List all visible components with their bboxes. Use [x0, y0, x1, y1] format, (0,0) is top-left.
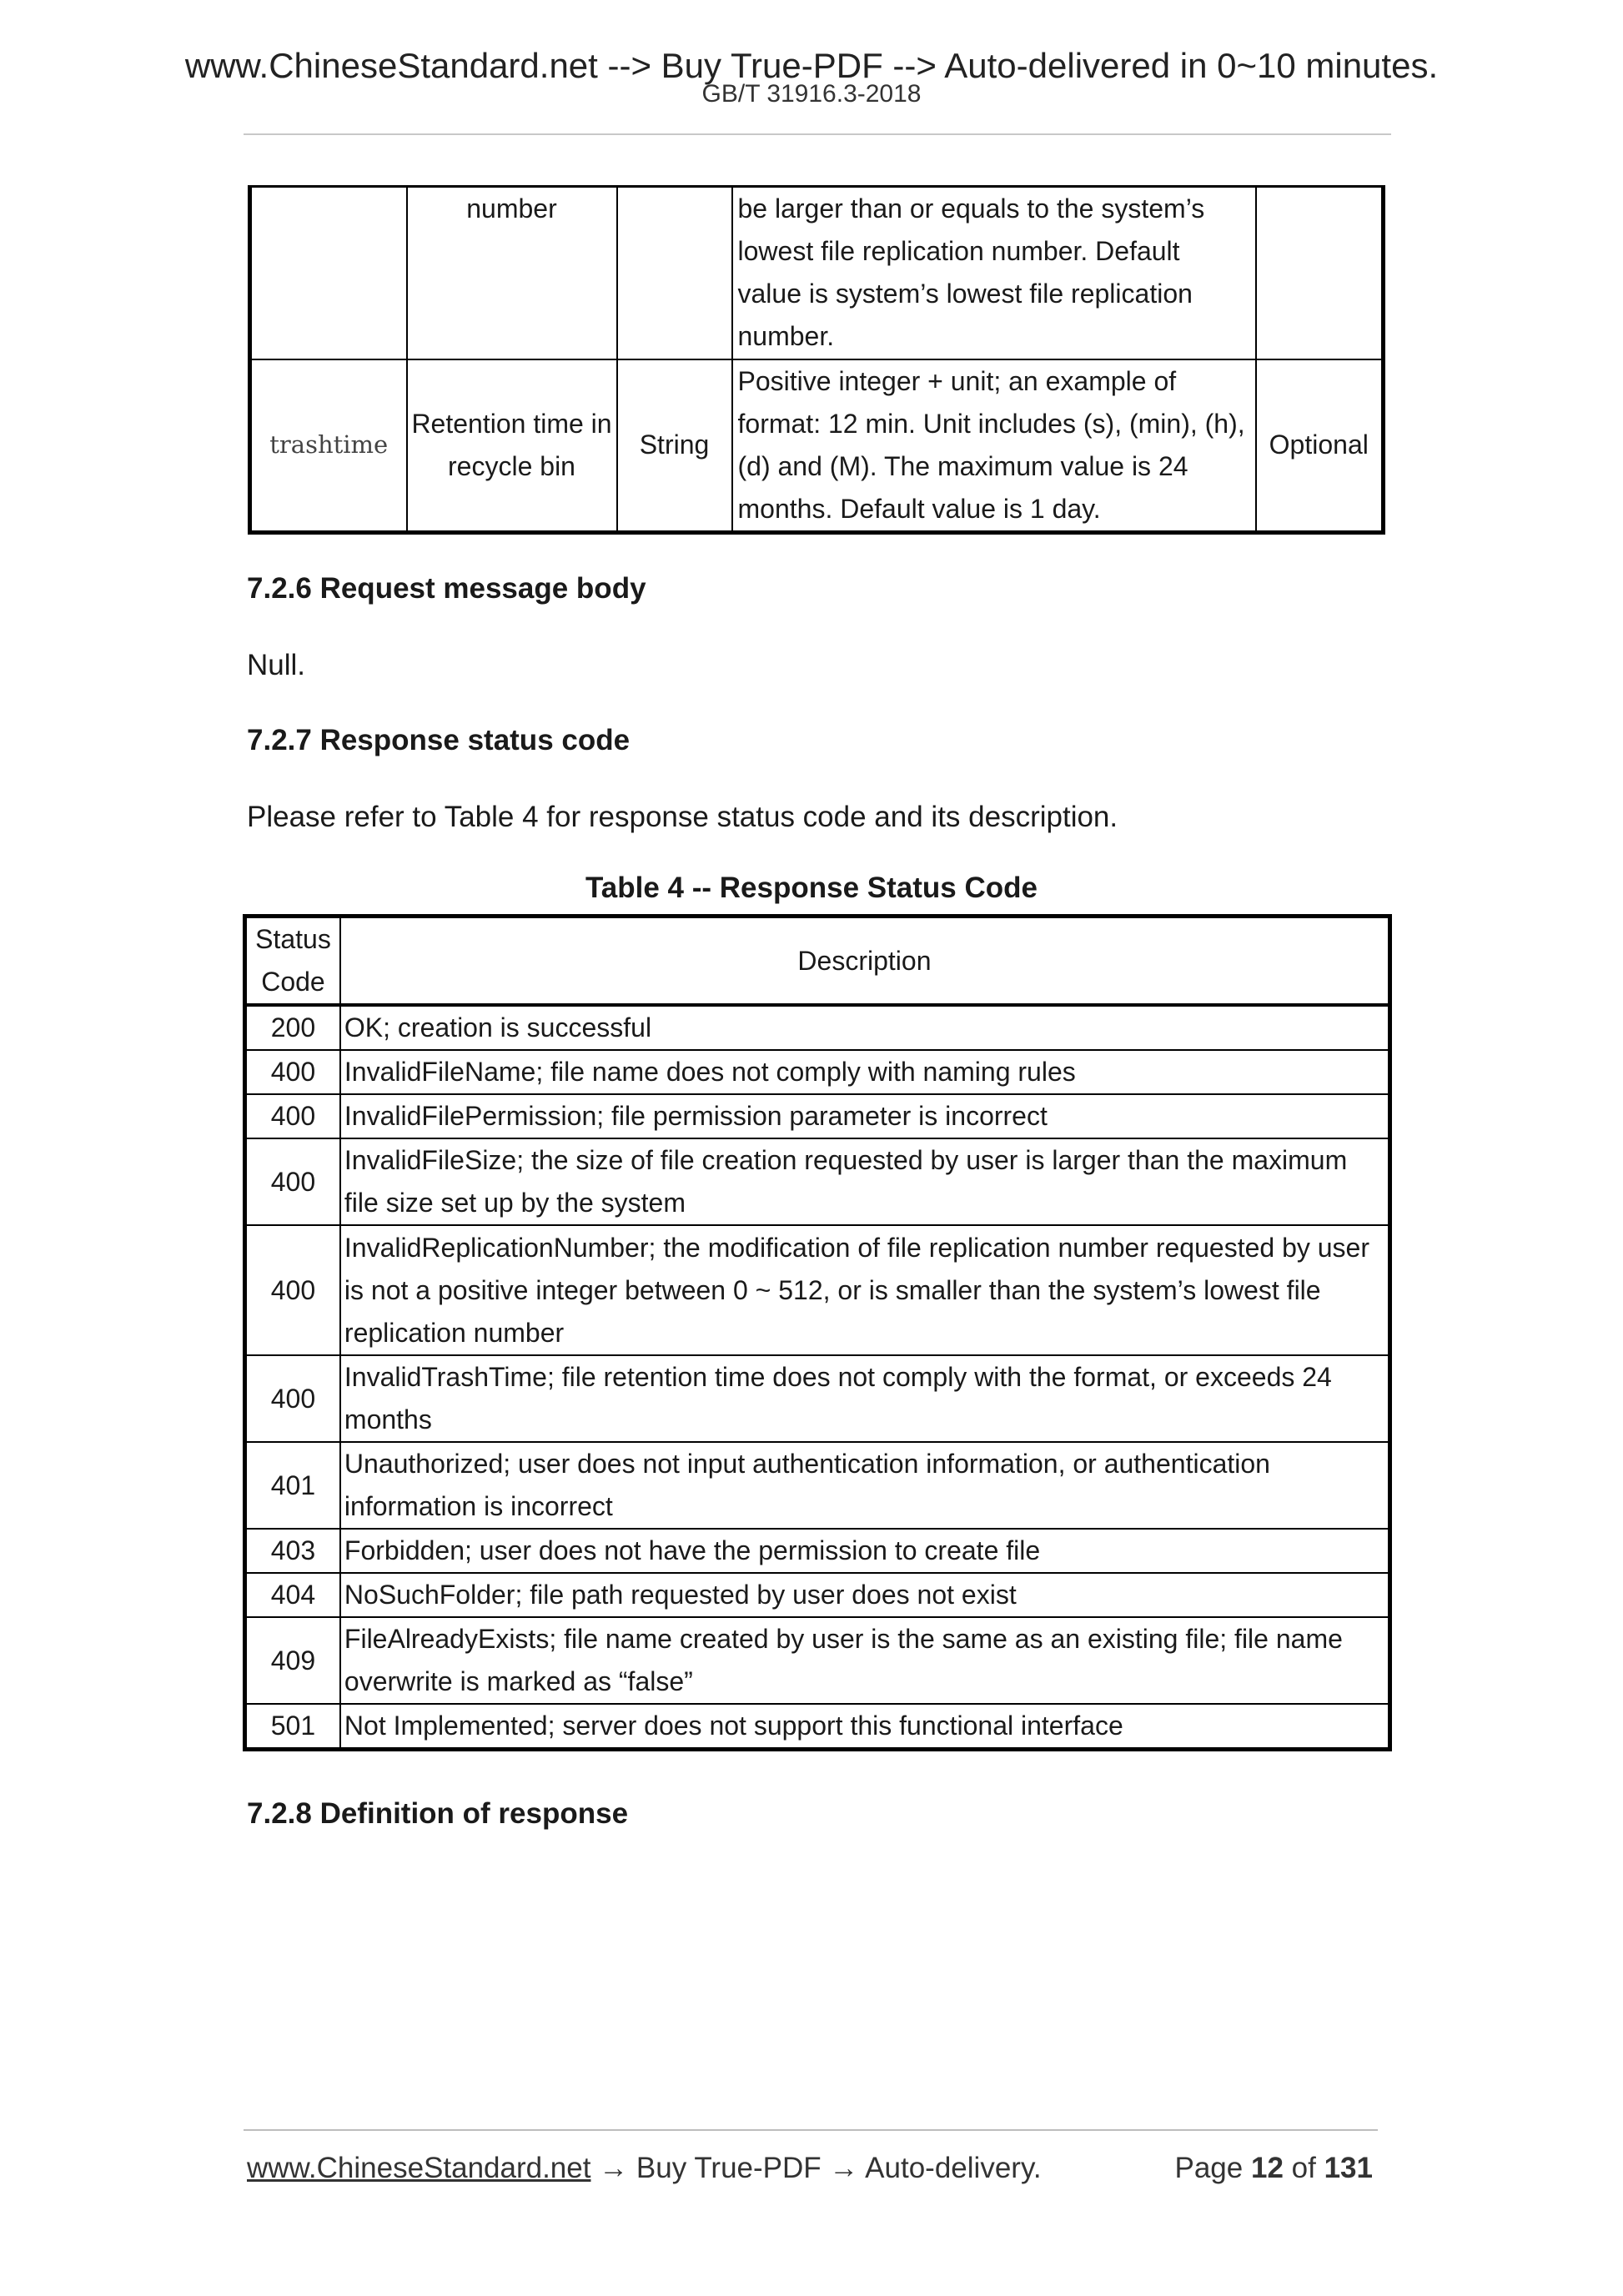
column-header-description: Description — [340, 917, 1390, 1006]
status-description: InvalidFileSize; the size of file creation requested by user is larger than the maximum file size set up by the system — [340, 1138, 1390, 1225]
param-type-cell: String — [617, 359, 732, 533]
parameter-table — [248, 185, 1385, 535]
status-description: Not Implemented; server does not support this functional interface — [340, 1704, 1390, 1750]
status-code: 501 — [245, 1704, 340, 1750]
status-code: 400 — [245, 1050, 340, 1094]
status-code: 400 — [245, 1355, 340, 1442]
page-indicator — [1175, 2152, 1374, 2185]
status-description: Unauthorized; user does not input authentication information, or authentication information is incorrect — [340, 1442, 1390, 1529]
table-row — [245, 1529, 1390, 1573]
footer-delivery-text: → Auto-delivery. — [829, 2152, 1042, 2184]
table-row — [245, 1704, 1390, 1750]
param-requirement-cell — [1256, 187, 1384, 359]
paragraph: Null. — [247, 649, 306, 681]
table-row — [245, 1442, 1390, 1529]
table-caption: Table 4 -- Response Status Code — [585, 872, 1038, 904]
footer-promo — [247, 2152, 1042, 2185]
status-description: OK; creation is successful — [340, 1005, 1390, 1050]
param-type-cell — [617, 187, 732, 359]
footer-buy-text: → Buy True-PDF — [599, 2152, 822, 2184]
status-code: 400 — [245, 1225, 340, 1355]
table-row — [245, 1050, 1390, 1094]
status-description: Forbidden; user does not have the permission to create file — [340, 1529, 1390, 1573]
status-code: 400 — [245, 1094, 340, 1138]
header-divider — [244, 133, 1391, 135]
status-code: 404 — [245, 1573, 340, 1617]
standard-number: GB/T 31916.3-2018 — [701, 80, 922, 108]
section-heading: 7.2.7 Response status code — [247, 724, 631, 756]
table-row — [250, 187, 1384, 359]
param-name-cell: number — [407, 187, 617, 359]
table-row — [245, 1573, 1390, 1617]
table-row — [245, 1355, 1390, 1442]
status-description: FileAlreadyExists; file name created by user is the same as an existing file; file name overwrite is marked as “false” — [340, 1617, 1390, 1704]
status-code: 401 — [245, 1442, 340, 1529]
section-heading: 7.2.8 Definition of response — [247, 1797, 629, 1830]
table-row — [245, 1225, 1390, 1355]
table-row — [245, 1617, 1390, 1704]
param-code-cell — [250, 187, 407, 359]
footer-site-link[interactable]: www.ChineseStandard.net — [247, 2152, 591, 2184]
param-description-cell: be larger than or equals to the system’s lowest file replication number. Default value is system’s lowest file replication number. — [732, 187, 1256, 359]
param-description-cell: Positive integer + unit; an example of format: 12 min. Unit includes (s), (min), (h), (d) and (M). The maximum value is 24 months. Default value is 1 day. — [732, 359, 1256, 533]
status-description: InvalidReplicationNumber; the modification of file replication number requested by user is not a positive integer between 0 ~ 512, or is smaller than the system’s lowest file replication number — [340, 1225, 1390, 1355]
table-row — [250, 359, 1384, 533]
site-banner: www.ChineseStandard.net --> Buy True-PDF --> Auto-delivered in 0~10 minutes. — [184, 46, 1439, 85]
param-name-cell: Retention time in recycle bin — [407, 359, 617, 533]
param-code-cell: trashtime — [250, 359, 407, 533]
column-header-status-code: Status Code — [245, 917, 340, 1006]
status-description: NoSuchFolder; file path requested by user does not exist — [340, 1573, 1390, 1617]
page-label: Page — [1174, 2152, 1244, 2184]
table-row — [245, 1138, 1390, 1225]
page-number: 12 — [1250, 2152, 1284, 2184]
status-code: 403 — [245, 1529, 340, 1573]
table-header-row — [245, 917, 1390, 1006]
status-description: InvalidTrashTime; file retention time does not comply with the format, or exceeds 24 months — [340, 1355, 1390, 1442]
table-row — [245, 1005, 1390, 1050]
table-row — [245, 1094, 1390, 1138]
status-code: 400 — [245, 1138, 340, 1225]
footer-divider — [244, 2129, 1378, 2131]
status-code-table — [243, 914, 1392, 1751]
total-pages: 131 — [1324, 2152, 1373, 2184]
status-code: 409 — [245, 1617, 340, 1704]
of-label: of — [1291, 2152, 1316, 2184]
section-heading: 7.2.6 Request message body — [247, 572, 646, 605]
status-description: InvalidFileName; file name does not comply with naming rules — [340, 1050, 1390, 1094]
status-code: 200 — [245, 1005, 340, 1050]
status-description: InvalidFilePermission; file permission parameter is incorrect — [340, 1094, 1390, 1138]
param-requirement-cell: Optional — [1256, 359, 1384, 533]
paragraph: Please refer to Table 4 for response status code and its description. — [247, 801, 1118, 833]
